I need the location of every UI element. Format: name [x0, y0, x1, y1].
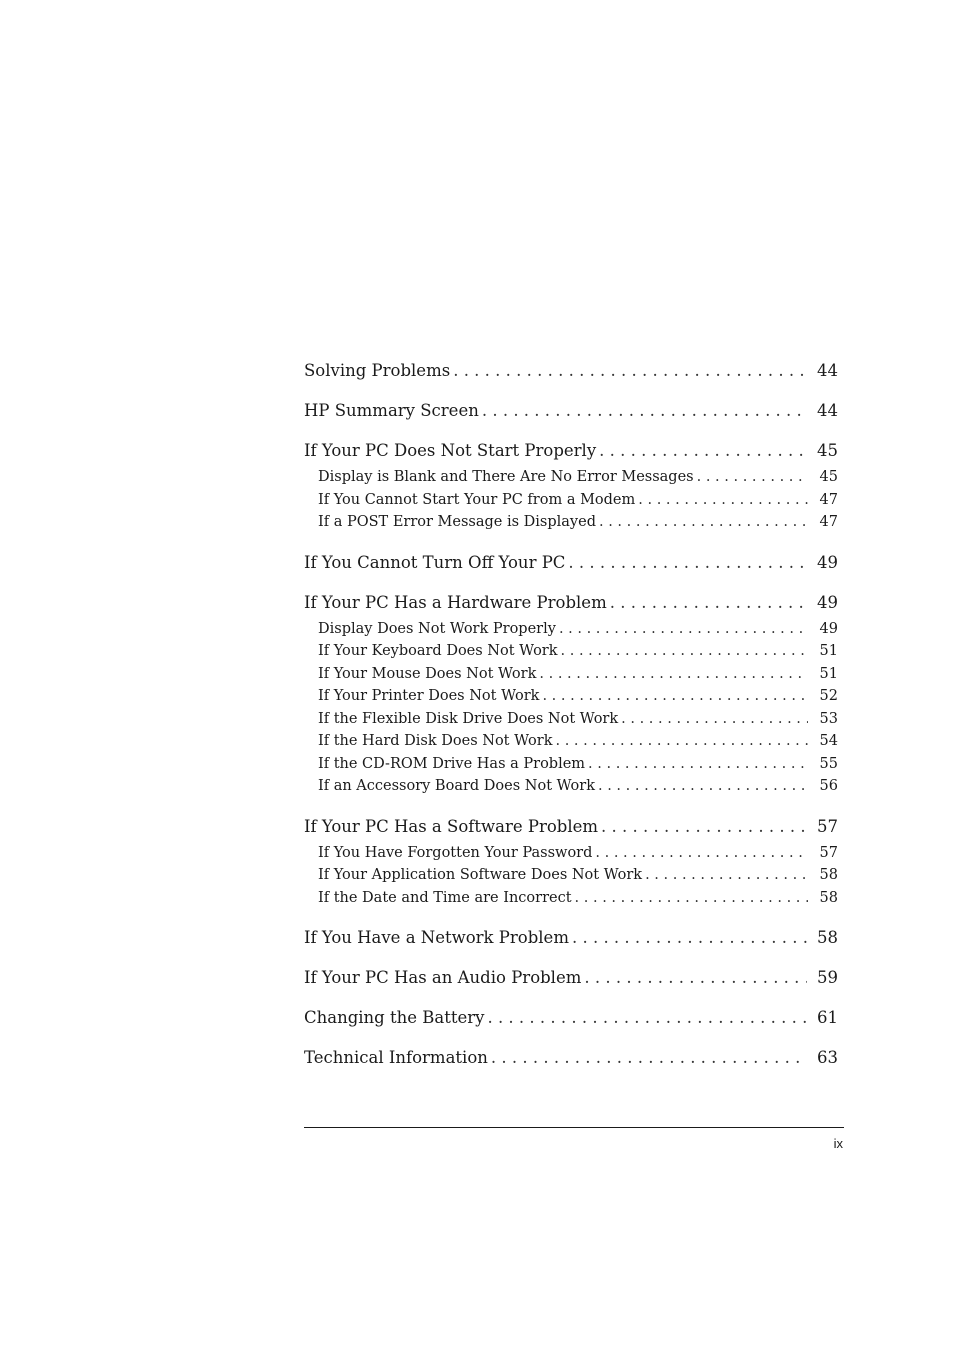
- dot-leader: [539, 663, 808, 686]
- toc-subentry[interactable]: [304, 466, 838, 489]
- toc-subentry-title: If the Date and Time are Incorrect: [318, 889, 572, 906]
- toc-subentry[interactable]: [304, 730, 838, 753]
- toc-subentry-page-number: 58: [819, 889, 838, 906]
- dot-leader: [599, 440, 807, 462]
- dot-leader: [621, 708, 808, 731]
- toc-section: [304, 927, 838, 949]
- toc-subentry-page-number: 54: [819, 733, 838, 749]
- toc-entry-title: HP Summary Screen: [304, 401, 479, 420]
- toc-subentry-title: If You Cannot Start Your PC from a Modem: [318, 491, 636, 508]
- toc-entry[interactable]: [304, 1047, 838, 1069]
- toc-entry-title: If Your PC Has a Software Problem: [304, 816, 599, 836]
- toc-entry-title: Changing the Battery: [304, 1008, 485, 1027]
- toc-section: [304, 440, 838, 534]
- toc-subentry-page-number: 56: [819, 778, 838, 794]
- toc-entry-page-number: 45: [817, 441, 838, 460]
- dot-leader: [453, 360, 807, 382]
- dot-leader: [568, 552, 807, 574]
- toc-subentry[interactable]: [304, 887, 838, 910]
- dot-leader: [575, 887, 808, 910]
- toc-entry-page-number: 58: [817, 928, 838, 947]
- dot-leader: [638, 489, 808, 512]
- toc-subentry-title: If the Hard Disk Does Not Work: [318, 733, 553, 749]
- dot-leader: [610, 592, 807, 614]
- dot-leader: [491, 1047, 807, 1069]
- toc-entry[interactable]: [304, 592, 838, 614]
- toc-entry-title: If Your PC Has a Hardware Problem: [304, 592, 607, 612]
- toc-subentry-page-number: 58: [819, 867, 838, 883]
- toc-subentry[interactable]: [304, 663, 838, 686]
- toc-entry[interactable]: [304, 440, 838, 462]
- toc-entry[interactable]: [304, 552, 838, 574]
- dot-leader: [487, 1007, 807, 1029]
- toc-entry-page-number: 49: [817, 552, 838, 572]
- dot-leader: [697, 466, 808, 489]
- dot-leader: [598, 775, 808, 798]
- dot-leader: [584, 967, 807, 989]
- toc-section: [304, 400, 838, 422]
- dot-leader: [572, 927, 807, 949]
- toc-subentry-title: If Your Printer Does Not Work: [318, 688, 540, 704]
- toc-subentry[interactable]: [304, 618, 838, 641]
- toc-subentry[interactable]: [304, 708, 838, 731]
- toc-subentry-title: If the Flexible Disk Drive Does Not Work: [318, 710, 619, 727]
- toc-subentry-page-number: 51: [819, 643, 838, 659]
- toc-entry[interactable]: [304, 927, 838, 949]
- toc-section: [304, 1047, 838, 1069]
- toc-subentry-title: If Your Keyboard Does Not Work: [318, 643, 558, 659]
- toc-subentry-page-number: 52: [819, 688, 838, 704]
- toc-subentry-title: If the CD-ROM Drive Has a Problem: [318, 755, 586, 772]
- dot-leader: [599, 511, 808, 534]
- toc-entry[interactable]: [304, 967, 838, 989]
- dot-leader: [561, 640, 808, 663]
- toc-entry-title: If You Have a Network Problem: [304, 928, 569, 947]
- dot-leader: [559, 618, 808, 641]
- toc-subentry-title: If You Have Forgotten Your Password: [318, 844, 593, 861]
- toc-entry-title: If You Cannot Turn Off Your PC: [304, 552, 566, 572]
- page-number: ix: [833, 1136, 843, 1151]
- toc-entry-page-number: 59: [817, 968, 838, 987]
- dot-leader: [601, 816, 807, 838]
- toc-subentry[interactable]: [304, 511, 838, 534]
- toc-entry[interactable]: [304, 816, 838, 838]
- toc-entry-page-number: 44: [817, 361, 838, 380]
- toc-subentry[interactable]: [304, 489, 838, 512]
- toc-subentry-page-number: 53: [819, 710, 838, 727]
- toc-subentry-page-number: 45: [819, 469, 838, 485]
- toc-entry-page-number: 57: [817, 816, 838, 836]
- toc-subentry[interactable]: [304, 753, 838, 776]
- dot-leader: [482, 400, 807, 422]
- toc-subentry-page-number: 47: [819, 514, 838, 530]
- toc-subentry-page-number: 47: [819, 491, 838, 508]
- toc-section: [304, 592, 838, 798]
- toc-section: [304, 1007, 838, 1029]
- toc-subentry[interactable]: [304, 640, 838, 663]
- toc-subentry-page-number: 55: [819, 755, 838, 772]
- toc-entry-page-number: 44: [817, 401, 838, 420]
- toc-subentry-title: If an Accessory Board Does Not Work: [318, 778, 595, 794]
- toc-entry-title: If Your PC Has an Audio Problem: [304, 968, 582, 987]
- toc-subentry[interactable]: [304, 685, 838, 708]
- toc-subentry-title: If Your Mouse Does Not Work: [318, 665, 537, 682]
- toc-section: [304, 816, 838, 910]
- toc-entry-title: If Your PC Does Not Start Properly: [304, 441, 597, 460]
- toc-section: [304, 360, 838, 382]
- toc-subentry-title: If a POST Error Message is Displayed: [318, 514, 596, 530]
- toc-subentry[interactable]: [304, 864, 838, 887]
- toc-subentry[interactable]: [304, 842, 838, 865]
- toc-subentry-page-number: 51: [819, 665, 838, 682]
- toc-section: [304, 967, 838, 989]
- dot-leader: [645, 864, 808, 887]
- dot-leader: [588, 753, 808, 776]
- toc-subentry-page-number: 49: [819, 620, 838, 637]
- toc-entry[interactable]: [304, 400, 838, 422]
- toc-entry-title: Technical Information: [304, 1048, 488, 1067]
- toc-subentry-title: If Your Application Software Does Not Work: [318, 867, 643, 883]
- toc-subentry-title: Display is Blank and There Are No Error Messages: [318, 469, 694, 485]
- table-of-contents: [304, 360, 838, 1069]
- toc-entry[interactable]: [304, 1007, 838, 1029]
- toc-entry[interactable]: [304, 360, 838, 382]
- toc-entry-page-number: 49: [817, 592, 838, 612]
- toc-subentry-page-number: 57: [819, 844, 838, 861]
- dot-leader: [555, 730, 808, 753]
- toc-entry-title: Solving Problems: [304, 361, 451, 380]
- toc-entry-page-number: 63: [817, 1048, 838, 1067]
- footer-rule: [304, 1127, 844, 1128]
- dot-leader: [595, 842, 808, 865]
- toc-subentry[interactable]: [304, 775, 838, 798]
- toc-entry-page-number: 61: [817, 1008, 838, 1027]
- toc-section: [304, 552, 838, 574]
- dot-leader: [542, 685, 808, 708]
- toc-subentry-title: Display Does Not Work Properly: [318, 620, 556, 637]
